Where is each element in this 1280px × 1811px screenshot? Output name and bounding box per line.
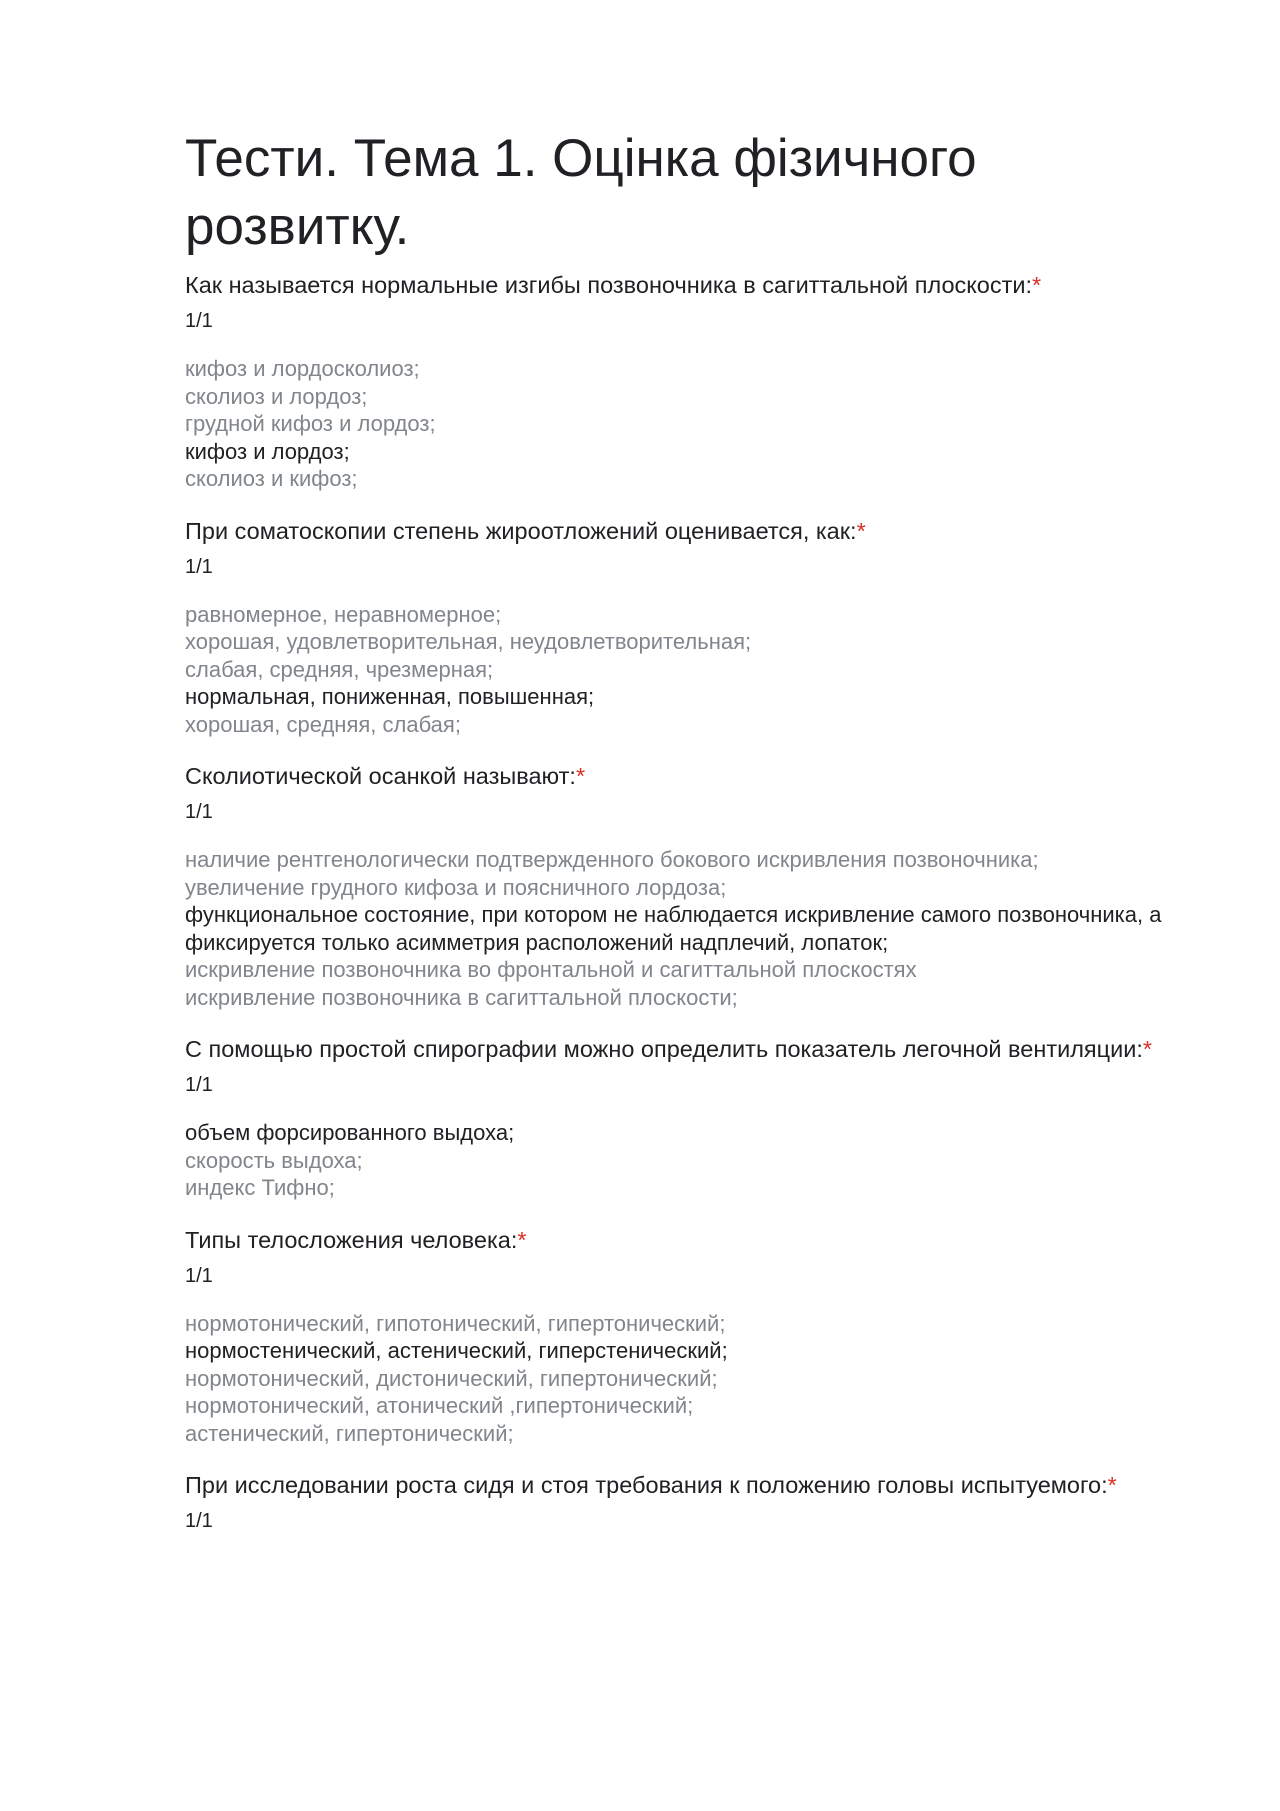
question-block — [185, 1465, 1185, 1533]
question-score: 1/1 — [185, 801, 213, 823]
question-block — [185, 1029, 1185, 1202]
question-text — [185, 1220, 1185, 1260]
required-asterisk: * — [1107, 1472, 1117, 1498]
required-asterisk: * — [1032, 272, 1042, 298]
question-block — [185, 756, 1185, 1011]
answer-option: кифоз и лордосколиоз; — [185, 356, 420, 381]
page-title: Тести. Тема 1. Оцінка фізичного розвитку. — [185, 129, 977, 256]
question-block — [185, 1220, 1185, 1448]
answer-option: скорость выдоха; — [185, 1147, 363, 1173]
answer-option: искривление позвоночника в сагиттальной плоскости; — [185, 984, 738, 1010]
question-label: Типы телосложения человека: — [185, 1226, 518, 1253]
answer-option: сколиоз и лордоз; — [185, 383, 368, 409]
answer-option-selected: кифоз и лордоз; — [185, 438, 350, 464]
quiz-content — [185, 125, 1185, 1533]
question-score: 1/1 — [185, 1264, 213, 1287]
answer-options — [185, 1119, 1185, 1202]
answer-options — [185, 846, 1185, 1011]
question-label: При исследовании роста сидя и стоя требования к положению головы испытуемого: — [185, 1472, 1108, 1498]
answer-option: хорошая, удовлетворительная, неудовлетворительная; — [185, 629, 752, 654]
answer-options — [185, 1310, 1185, 1448]
question-text — [185, 1465, 1185, 1505]
answer-option: хорошая, средняя, слабая; — [185, 711, 461, 737]
answer-option: нормотонический, дистонический, гипертонический; — [185, 1365, 718, 1391]
answer-option: астенический, гипертонический; — [185, 1420, 514, 1446]
answer-option-selected: объем форсированного выдоха; — [185, 1120, 515, 1145]
question-score: 1/1 — [185, 1074, 213, 1096]
question-block — [185, 265, 1185, 493]
answer-options — [185, 601, 1185, 739]
question-score: 1/1 — [185, 1510, 213, 1532]
answer-option: слабая, средняя, чрезмерная; — [185, 656, 494, 682]
answer-option: равномерное, неравномерное; — [185, 601, 502, 627]
question-score: 1/1 — [185, 310, 213, 332]
question-list — [185, 265, 1185, 1533]
required-asterisk: * — [517, 1226, 527, 1253]
answer-option: нормотонический, гипотонический, гипертонический; — [185, 1310, 726, 1336]
answer-option-selected: нормостенический, астенический, гиперстенический; — [185, 1338, 728, 1363]
question-text — [185, 265, 1185, 305]
answer-option: грудной кифоз и лордоз; — [185, 411, 436, 436]
question-label: С помощью простой спирографии можно определить показатель легочной вентиляции: — [185, 1036, 1143, 1062]
question-label: Как называется нормальные изгибы позвоночника в сагиттальной плоскости: — [185, 272, 1033, 298]
answer-option: сколиоз и кифоз; — [185, 466, 358, 491]
question-label: При соматоскопии степень жироотложений оценивается, как: — [185, 517, 857, 544]
required-asterisk: * — [575, 763, 586, 789]
answer-option: наличие рентгенологически подтвержденного бокового искривления позвоночника; — [185, 847, 1039, 872]
question-text — [185, 1029, 1185, 1069]
answer-options — [185, 355, 1185, 493]
answer-option-selected: нормальная, пониженная, повышенная; — [185, 684, 595, 709]
answer-option: индекс Тифно; — [185, 1175, 335, 1200]
question-text — [185, 511, 1185, 551]
answer-option: нормотонический, атонический ,гипертонический; — [185, 1393, 694, 1418]
question-score: 1/1 — [185, 555, 213, 578]
answer-option: искривление позвоночника во фронтальной и сагиттальной плоскостях — [185, 957, 917, 982]
answer-option-selected: функциональное состояние, при котором не наблюдается искривление самого позвоночника, а фиксируется только асимметрия расположений надплечий, лопаток; — [185, 902, 1162, 955]
question-label: Сколиотической осанкой называют: — [185, 763, 576, 789]
required-asterisk: * — [1142, 1036, 1153, 1062]
question-block — [185, 511, 1185, 739]
answer-option: увеличение грудного кифоза и поясничного лордоза; — [185, 874, 727, 900]
required-asterisk: * — [856, 517, 866, 544]
question-text — [185, 756, 1185, 796]
